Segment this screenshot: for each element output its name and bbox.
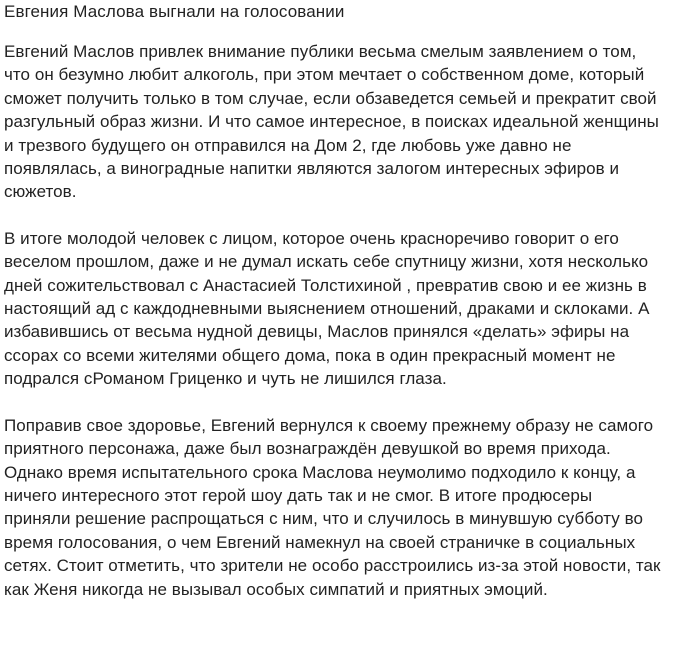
article-title: Евгения Маслова выгнали на голосовании — [4, 2, 345, 21]
text-line: сетях. Стоит отметить, что зрители не особо расстроились из-за этой новости, так — [4, 556, 661, 576]
text-line: дней сожительствовал с Анастасией Толстихиной , превратив свою и ее жизнь в — [4, 275, 647, 295]
text-line: В итоге молодой человек с лицом, которое очень красноречиво говорит о его — [4, 228, 619, 248]
text-line: приняли решение распрощаться с ним, что и случилось в минувшую субботу во — [4, 509, 643, 529]
paragraph-1 — [4, 40, 694, 204]
text-line: появлялась, а виноградные напитки являются залогом интересных эфиров и — [4, 159, 620, 179]
paragraph-3 — [4, 414, 694, 601]
text-line: разгульный образ жизни. И что самое интересное, в поисках идеальной женщины — [4, 112, 659, 132]
text-line: сюжетов. — [4, 182, 77, 202]
text-line: что он безумно любит алкоголь, при этом мечтает о собственном доме, который — [4, 65, 645, 85]
text-line: Поправив свое здоровье, Евгений вернулся к своему прежнему образу не самого — [4, 415, 654, 435]
text-line: сможет получить только в том случае, если обзаведется семьей и прекратит свой — [4, 88, 657, 108]
text-line: Евгений Маслов привлек внимание публики весьма смелым заявлением о том, — [4, 42, 637, 61]
paragraph-2 — [4, 227, 694, 391]
text-line: настоящий ад с каждодневными выяснением отношений, драками и склоками. А — [4, 299, 650, 319]
text-line: ссорах со всеми жителями общего дома, пока в один прекрасный момент не — [4, 345, 616, 365]
text-line: и трезвого будущего он отправился на Дом 2, где любовь уже давно не — [4, 135, 572, 155]
text-line: приятного персонажа, даже был вознаграждён девушкой во время прихода. — [4, 439, 611, 459]
text-line: ничего интересного этот герой шоу дать так и не смог. В итоге продюсеры — [4, 485, 593, 505]
text-line: избавившись от весьма нудной девицы, Маслов принялся «делать» эфиры на — [4, 322, 630, 342]
text-line: подрался сРоманом Гриценко и чуть не лишился глаза. — [4, 369, 447, 389]
text-line: время голосования, о чем Евгений намекнул на своей страничке в социальных — [4, 532, 636, 552]
text-line: веселом прошлом, даже и не думал искать себе спутницу жизни, хотя несколько — [4, 252, 649, 272]
text-line: Однако время испытательного срока Маслова неумолимо подходило к концу, а — [4, 462, 636, 482]
text-line: как Женя никогда не вызывал особых симпатий и приятных эмоций. — [4, 579, 548, 599]
